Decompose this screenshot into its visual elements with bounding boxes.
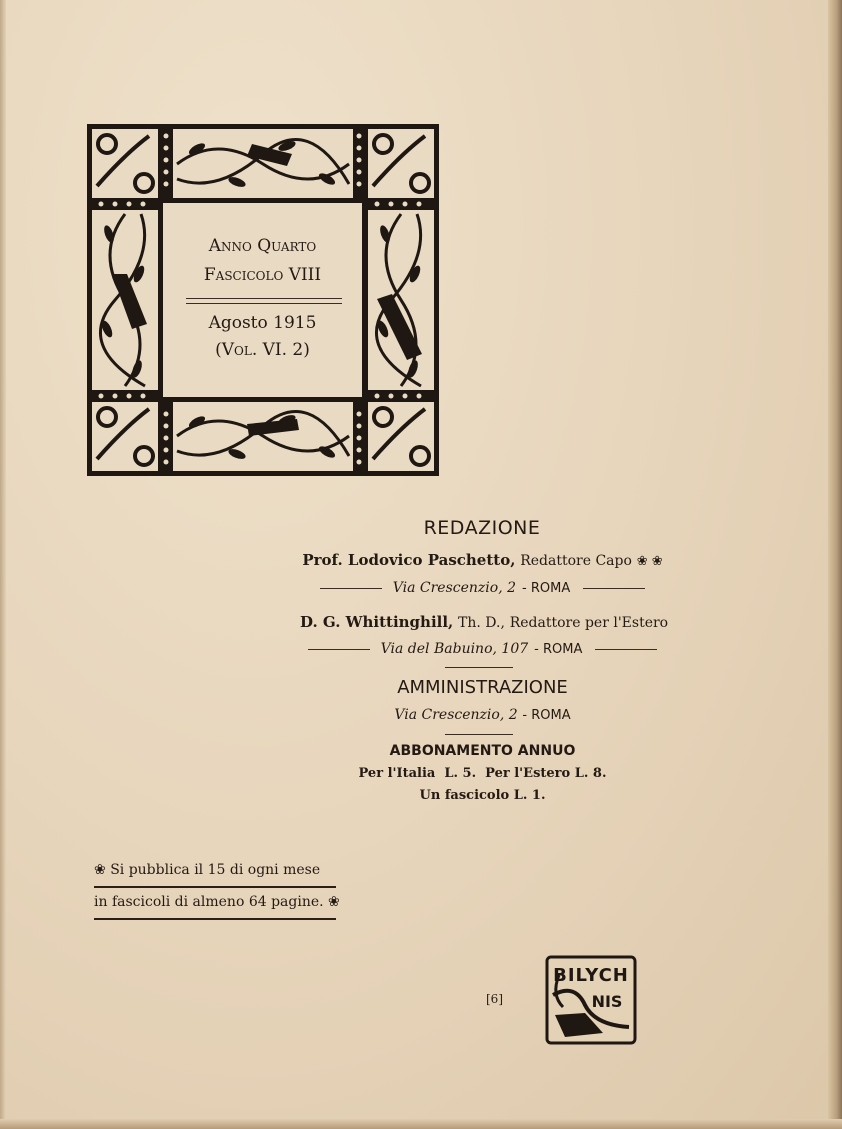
section-divider bbox=[445, 734, 513, 735]
amministrazione-city: - ROMA bbox=[522, 708, 571, 723]
issue-date bbox=[163, 310, 362, 364]
editor-name: Prof. Lodovico Paschetto, bbox=[302, 551, 516, 569]
editor-role: Redattore Capo bbox=[520, 553, 632, 569]
amministrazione-heading: AMMINISTRAZIONE bbox=[397, 677, 568, 698]
redazione-heading: REDAZIONE bbox=[423, 517, 541, 539]
notice-text-2: in fascicoli di almeno 64 pagine. bbox=[94, 894, 324, 910]
section-divider bbox=[445, 667, 513, 668]
foreign-street: Via del Babuino, 107 bbox=[380, 641, 529, 657]
frame-divider bbox=[186, 298, 342, 304]
editor-city: - ROMA bbox=[522, 581, 571, 596]
publisher-logo bbox=[545, 955, 637, 1048]
flourish-icon: ❀ ❀ bbox=[636, 554, 663, 569]
amministrazione-address bbox=[300, 705, 665, 723]
editor-line bbox=[300, 551, 665, 569]
foreign-editor-title: Th. D., bbox=[458, 615, 505, 631]
issue-label: Fascicolo VIII bbox=[203, 265, 322, 285]
flourish-icon: ❀ bbox=[328, 894, 340, 910]
abbonamento-single: Un fascicolo L. 1. bbox=[419, 788, 546, 803]
rule-left bbox=[320, 588, 382, 589]
amministrazione-street: Via Crescenzio, 2 bbox=[394, 707, 518, 723]
notice-line-1 bbox=[94, 856, 336, 888]
year-label: Anno Quarto bbox=[208, 236, 317, 256]
page-edge-bottom bbox=[0, 1119, 842, 1129]
editor-address-line bbox=[300, 578, 665, 596]
abbonamento-prices: Per l'Italia L. 5. Per l'Estero L. 8. bbox=[358, 766, 607, 781]
foreign-editor-line bbox=[300, 613, 669, 631]
svg-text:BILYCH: BILYCH bbox=[553, 965, 629, 986]
foreign-editor-role: Redattore per l'Estero bbox=[509, 615, 669, 631]
publication-notice bbox=[94, 856, 340, 920]
editor-street: Via Crescenzio, 2 bbox=[392, 580, 517, 596]
volume-label: (Vol. VI. 2) bbox=[215, 340, 310, 360]
foreign-city: - ROMA bbox=[534, 642, 583, 657]
rule-left bbox=[308, 649, 370, 650]
notice-line-2 bbox=[94, 888, 340, 920]
page-number: [6] bbox=[486, 992, 503, 1006]
abbonamento-heading: ABBONAMENTO ANNUO bbox=[389, 743, 576, 759]
issue-info bbox=[163, 232, 362, 290]
flourish-icon: ❀ bbox=[94, 862, 106, 878]
date-label: Agosto 1915 bbox=[208, 313, 317, 333]
svg-text:NIS: NIS bbox=[591, 992, 623, 1011]
notice-text-1: Si pubblica il 15 di ogni mese bbox=[110, 862, 321, 878]
foreign-editor-name: D. G. Whittinghill, bbox=[300, 613, 454, 631]
foreign-address-line bbox=[300, 639, 665, 657]
rule-right bbox=[583, 588, 645, 589]
rule-right bbox=[595, 649, 657, 650]
page-edge-left bbox=[0, 0, 6, 1129]
page-edge-right bbox=[828, 0, 842, 1129]
